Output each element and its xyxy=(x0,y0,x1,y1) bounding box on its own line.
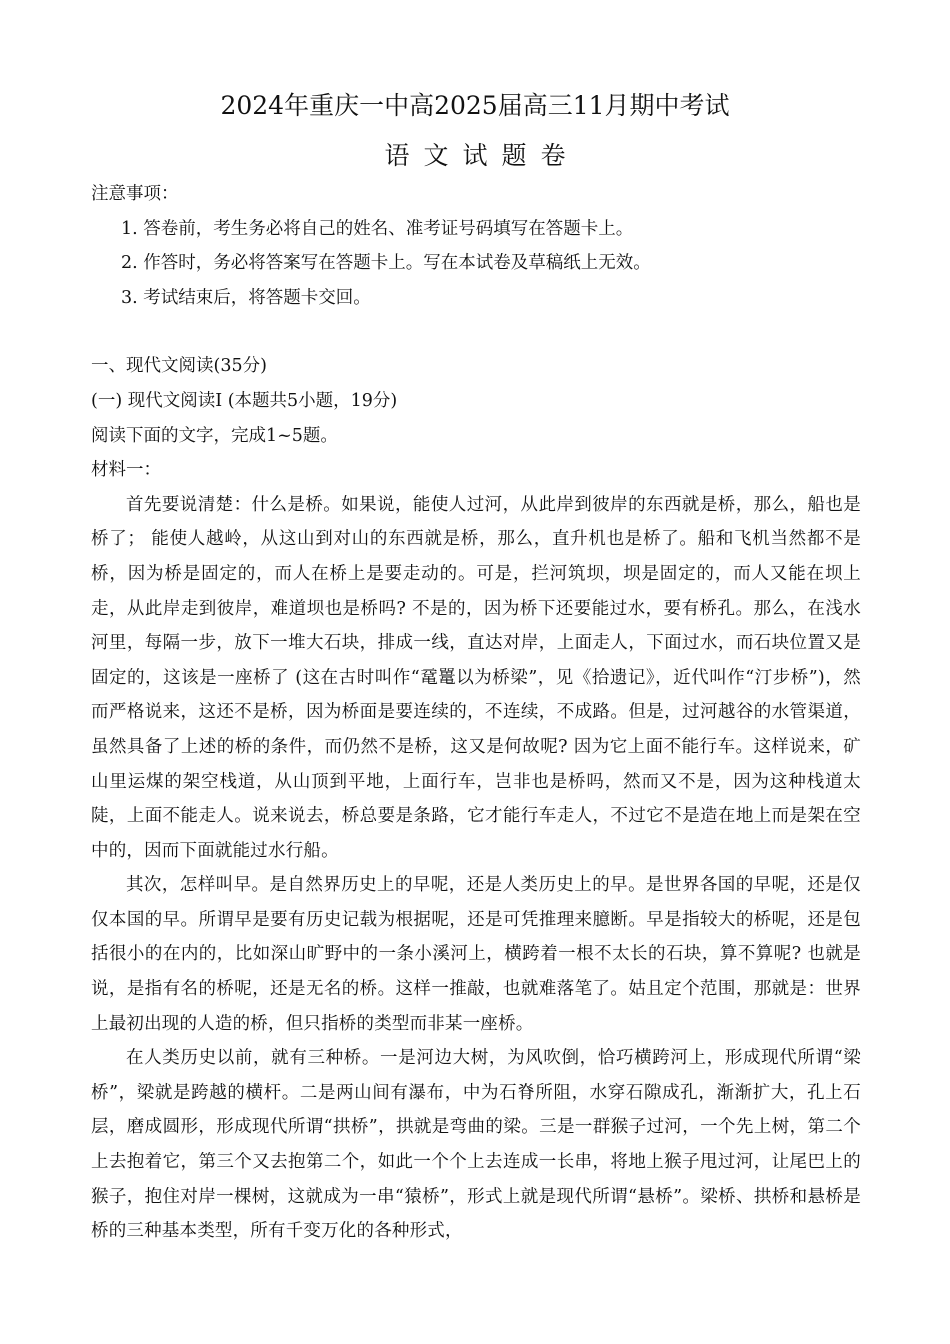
paragraph-2: 其次，怎样叫早。是自然界历史上的早呢，还是人类历史上的早。是世界各国的早呢，还是仅仅本国的早。所谓早是要有历史记载为根据呢，还是可凭推理来臆断。早是指较大的桥呢，还是包括很小的在内的，比如深山旷野中的一条小溪河上，横跨着一根不太长的石块，算不算呢? 也就是说，是指有名的桥呢，还是无名的桥。这样一推敲，也就难落笔了。姑且定个范围，那就是：世界上最初出现的人造的桥，但只指桥的类型而非某一座桥。 xyxy=(91,875,861,1034)
material-label: 材料一： xyxy=(91,460,161,481)
exam-title: 2024年重庆一中高2025届高三11月期中考试 xyxy=(220,91,730,120)
notice-heading: 注意事项： xyxy=(91,184,179,204)
notice-item-1: 1. 答卷前，考生务必将自己的姓名、准考证号码填写在答题卡上。 xyxy=(121,218,634,239)
paragraph-3: 在人类历史以前，就有三种桥。一是河边大树，为风吹倒，恰巧横跨河上，形成现代所谓“梁桥”，梁就是跨越的横杆。二是两山间有瀑布，中为石脊所阻，水穿石隙成孔，渐渐扩大，孔上石层，磨成圆形，形成现代所谓“拱桥”，拱就是弯曲的梁。三是一群猴子过河，一个先上树，第二个上去抱着它，第三个又去抱第二个，如此一个个上去连成一长串，将地上猴子甩过河，让尾巴上的猴子，抱住对岸一棵树，这就成为一串“猿桥”，形式上就是现代所谓“悬桥”。梁桥、拱桥和悬桥是桥的三种基本类型，所有千变万化的各种形式， xyxy=(91,1048,861,1242)
spacer xyxy=(91,315,861,349)
notice-item-3: 3. 考试结束后，将答题卡交回。 xyxy=(121,287,371,308)
section-subheading: (一) 现代文阅读Ⅰ (本题共5小题，19分) xyxy=(91,390,398,411)
section-heading: 一、现代文阅读(35分) xyxy=(91,356,267,377)
exam-subtitle: 语文试题卷 xyxy=(384,141,580,170)
reading-instruction: 阅读下面的文字，完成1~5题。 xyxy=(91,425,338,446)
notice-item-2: 2. 作答时，务必将答案写在答题卡上。写在本试卷及草稿纸上无效。 xyxy=(121,253,651,274)
paragraph-1: 首先要说清楚：什么是桥。如果说，能使人过河，从此岸到彼岸的东西就是桥，那么，船也是桥了； 能使人越岭，从这山到对山的东西就是桥，那么，直升机也是桥了。船和飞机当然都不是桥，因为桥是固定的，而人在桥上是要走动的。可是，拦河筑坝，坝是固定的，而人又能在坝上走，从此岸走到彼岸，难道坝也是桥吗? 不是的，因为桥下还要能过水，要有桥孔。那么，在浅水河里，每隔一步，放下一堆大石块，排成一线，直达对岸，上面走人，下面过水，而石块位置又是固定的，这该是一座桥了 (这在古时叫作“鼋鼍以为桥梁”，见《拾遗记》，近代叫作“汀步桥”)，然而严格说来，这还不是桥，因为桥面是要连续的，不连续，不成路。但是，过河越谷的水管渠道，虽然具备了上述的桥的条件，而仍然不是桥，这又是何故呢? 因为它上面不能行车。这样说来，矿山里运煤的架空栈道，从山顶到平地，上面行车，岂非也是桥吗，然而又不是，因为这种栈道太陡，上面不能走人。说来说去，桥总要是条路，它才能行车走人，不过它不是造在地上而是架在空中的，因而下面就能过水行船。 xyxy=(91,494,861,861)
exam-content xyxy=(91,177,861,1249)
